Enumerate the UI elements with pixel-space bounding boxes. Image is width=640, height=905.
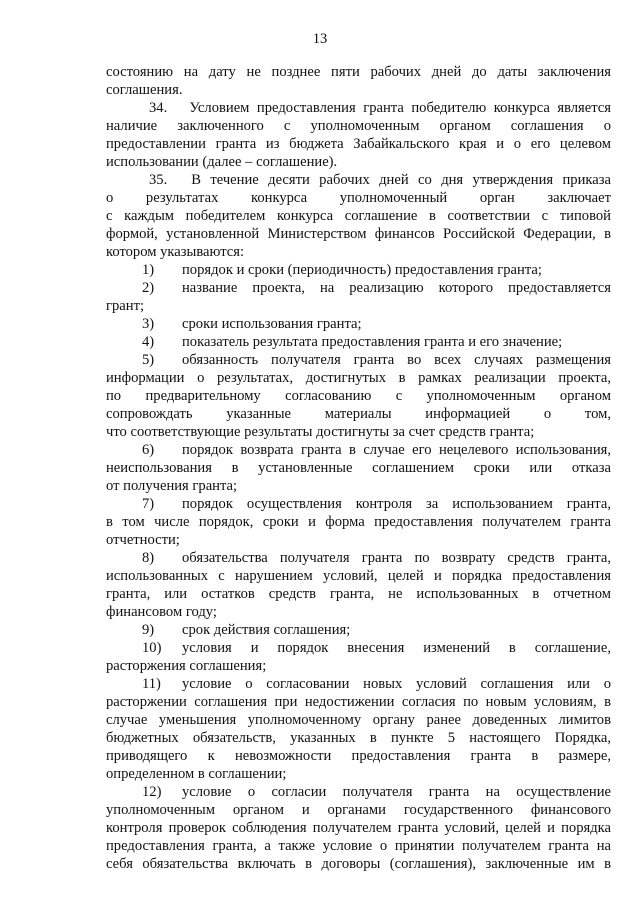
text-line: информации о результатах, достигнутых в рамках реализации проекта, [106,370,611,386]
text-line: уполномоченным органом и органами государственного финансового [106,802,611,818]
list-item-text: порядок возврата гранта в случае его нецелевого использования, [182,442,611,458]
text-line: контроля проверок соблюдения получателем гранта условий, целей и порядка [106,820,611,836]
list-item-text: условие о согласовании новых условий соглашения или о [182,676,611,692]
text-line: сопровождать указанные материалы информацией о том, [106,406,611,422]
text-line: себя обязательства включать в договоры (соглашения), заключенные им в [106,856,611,872]
list-item-text: сроки использования гранта; [182,316,362,332]
text-line: формой, установленной Министерством финансов Российской Федерации, в [106,226,611,242]
list-number: 12) [142,784,162,800]
text-line: что соответствующие результаты достигнуты за счет средств гранта; [106,424,535,440]
text-line [106,333,611,351]
text-line: наличие заключенного с уполномоченным органом соглашения о [106,118,611,134]
text-line [106,279,611,297]
page-number: 13 [312,31,328,47]
text-line: определенном в соглашении; [106,766,287,782]
text-line: отчетности; [106,532,180,548]
text-line [106,549,611,567]
text-line: состоянию на дату не позднее пяти рабочих дней до даты заключения [106,64,611,80]
text-line: приводящего к невозможности предоставления гранта в размере, [106,748,611,764]
text-line: использовании (далее – соглашение). [106,154,338,170]
list-number: 10) [142,640,162,656]
text-line: в том числе порядок, сроки и форма предоставления получателем гранта [106,514,611,530]
list-number: 2) [142,280,155,296]
list-item-text: обязанность получателя гранта во всех случаях размещения [182,352,611,368]
list-number: 5) [142,352,155,368]
list-item-text: срок действия соглашения; [182,622,351,638]
list-number: 8) [142,550,155,566]
list-item-text: обязательства получателя гранта по возврату средств гранта, [182,550,611,566]
text-line: неиспользования в установленные соглашением сроки или отказа [106,460,611,476]
list-item-text: условие о согласии получателя гранта на осуществление [182,784,611,800]
text-line: предоставления гранта, а также условие о принятии получателем гранта на [106,838,611,854]
text-line: от получения гранта; [106,478,238,494]
list-item-text: порядок осуществления контроля за использованием гранта, [182,496,611,512]
list-item-text: показатель результата предоставления гранта и его значение; [182,334,563,350]
text-line: финансовом году; [106,604,217,620]
text-line: гранта, или остатков средств гранта, не использованных в отчетном [106,586,611,602]
text-line [106,351,611,369]
text-line: расторжения соглашения; [106,658,267,674]
list-number: 11) [142,676,161,692]
text-line: по предварительному согласованию с уполномоченным органом [106,388,611,404]
text-line: бюджетных обязательств, указанных в пункте 5 настоящего Порядка, [106,730,611,746]
list-item-text: порядок и сроки (периодичность) предоставления гранта; [182,262,542,278]
list-number: 6) [142,442,155,458]
list-number: 1) [142,262,155,278]
list-number: 3) [142,316,155,332]
list-number: 7) [142,496,155,512]
document-body [106,63,611,873]
text-line: 34. Условием предоставления гранта победителю конкурса является [149,100,611,116]
text-line: с каждым победителем конкурса соглашение в соответствии с типовой [106,208,611,224]
text-line [106,783,611,801]
text-line [106,441,611,459]
text-line: грант; [106,298,145,314]
text-line [106,315,611,333]
text-line [106,639,611,657]
list-item-text: название проекта, на реализацию которого предоставляется [182,280,611,296]
text-line [106,675,611,693]
text-line [106,495,611,513]
text-line: соглашения. [106,82,183,98]
text-line: расторжении соглашения при недостижении согласия по новым условиям, в [106,694,611,710]
list-number: 4) [142,334,155,350]
list-number: 9) [142,622,155,638]
text-line: использованных с нарушением условий, целей и порядка предоставления [106,568,611,584]
text-line: котором указываются: [106,244,245,260]
text-line [106,621,611,639]
text-line: о результатах конкурса уполномоченный орган заключает [106,190,611,206]
text-line: 35. В течение десяти рабочих дней со дня утверждения приказа [149,172,611,188]
text-line: предоставлении гранта из бюджета Забайкальского края и о его целевом [106,136,611,152]
text-line: случае уменьшения уполномоченному органу ранее доведенных лимитов [106,712,611,728]
list-item-text: условия и порядок внесения изменений в соглашение, [182,640,611,656]
text-line [106,261,611,279]
